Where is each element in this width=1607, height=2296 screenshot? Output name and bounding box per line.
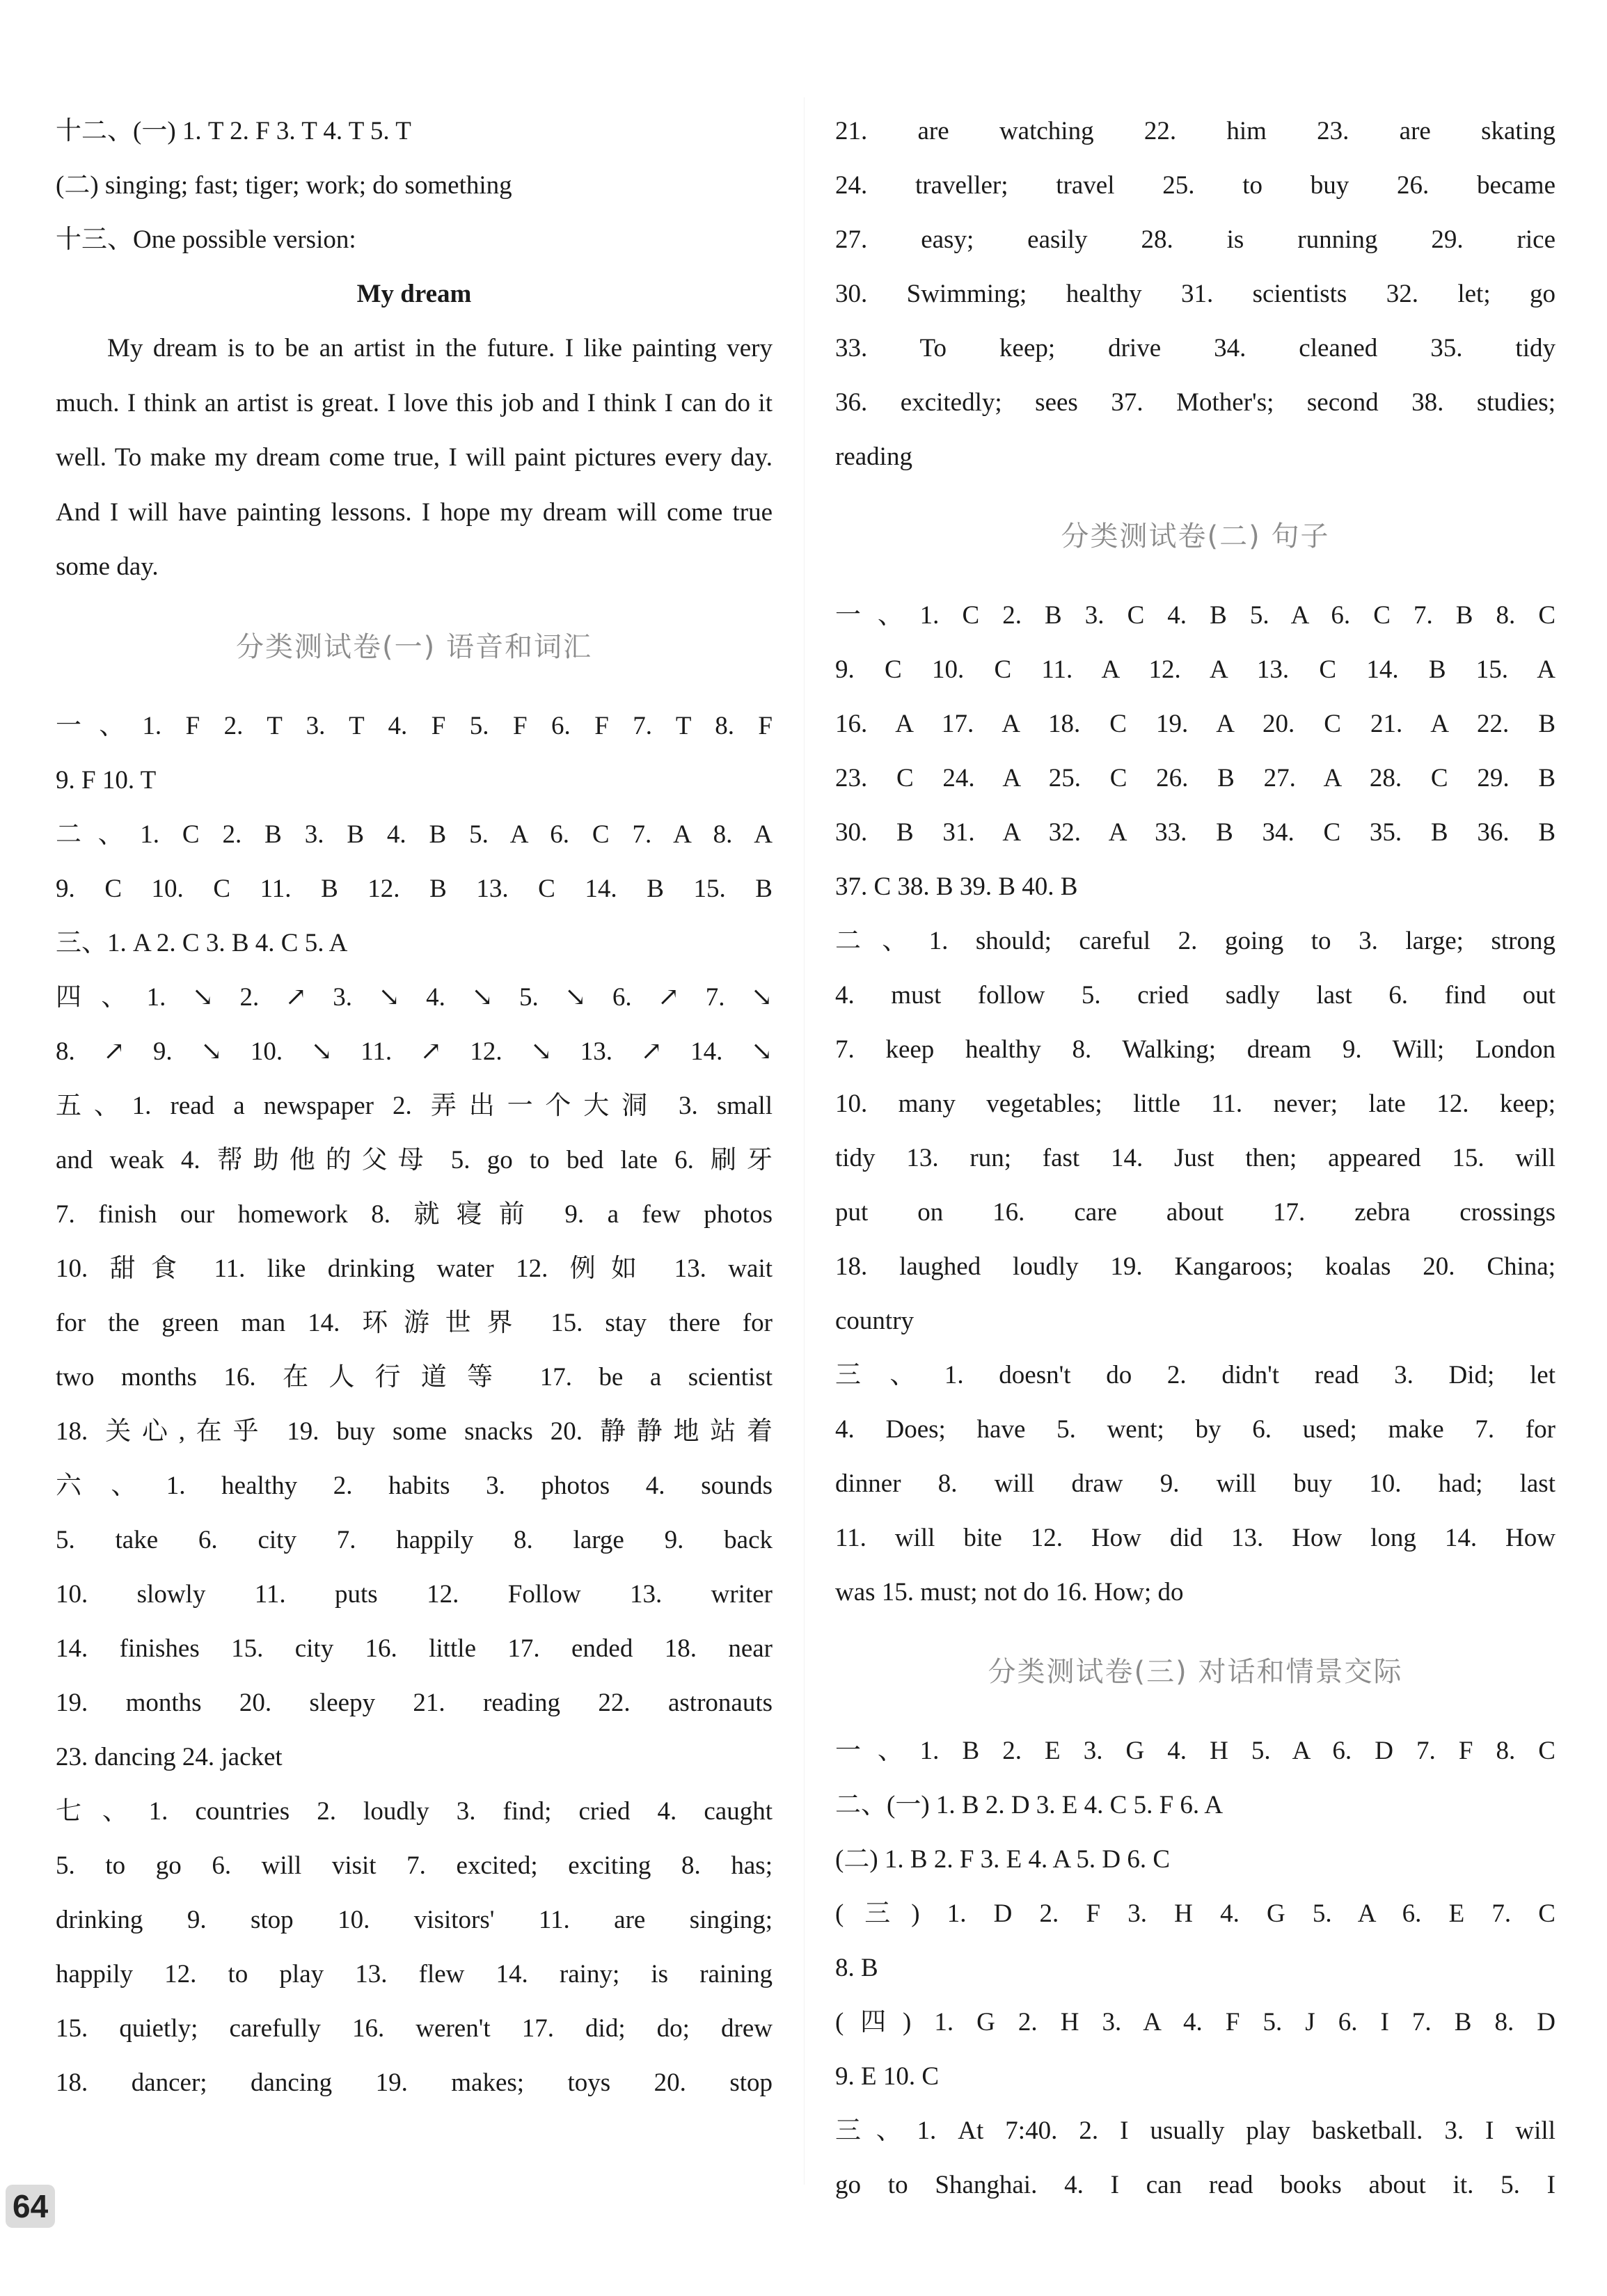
section-title: 分类测试卷(一) 语音和词汇: [236, 630, 592, 663]
answer-line: 30. Swimming; healthy 31. scientists 32. let; go: [835, 280, 1555, 308]
answer-line: 9. E 10. C: [835, 2062, 940, 2091]
answer-line: 9. C 10. C 11. B 12. B 13. C 14. B 15. B: [56, 874, 773, 903]
answer-line: (二) 1. B 2. F 3. E 4. A 5. D 6. C: [835, 1845, 1171, 1874]
essay-body: [56, 321, 773, 595]
column-divider: [804, 97, 805, 2185]
answer-line: 10. slowly 11. puts 12. Follow 13. writer: [56, 1579, 773, 1609]
answer-line: 37. C 38. B 39. B 40. B: [835, 872, 1078, 901]
answer-line: 24. traveller; travel 25. to buy 26. became: [835, 171, 1555, 200]
answer-line: 18. laughed loudly 19. Kangaroos; koalas 20. China;: [835, 1252, 1555, 1281]
answer-line: go to Shanghai. 4. I can read books about it. 5. I: [835, 2171, 1555, 2199]
answer-line: 21. are watching 22. him 23. are skating: [835, 117, 1555, 145]
answer-line: 23. C 24. A 25. C 26. B 27. A 28. C 29. B: [835, 764, 1555, 792]
answer-line: 十二、(一) 1. T 2. F 3. T 4. T 5. T: [56, 117, 411, 145]
right-column: [835, 104, 1555, 2213]
answer-line: drinking 9. stop 10. visitors' 11. are singing;: [56, 1905, 773, 1934]
answer-line: 33. To keep; drive 34. cleaned 35. tidy: [835, 334, 1555, 362]
answer-line: (二) singing; fast; tiger; work; do something: [56, 171, 512, 200]
answer-line: 七、1. countries 2. loudly 3. find; cried 4. caught: [56, 1796, 773, 1826]
answer-line: 7. keep healthy 8. Walking; dream 9. Will; London: [835, 1035, 1555, 1064]
answer-line: 三、1. doesn't do 2. didn't read 3. Did; let: [835, 1361, 1555, 1389]
answer-line: 14. finishes 15. city 16. little 17. ended 18. near: [56, 1634, 773, 1663]
answer-line: 三、1. At 7:40. 2. I usually play basketball. 3. I will: [835, 2116, 1555, 2145]
answer-line: 19. months 20. sleepy 21. reading 22. astronauts: [56, 1688, 773, 1717]
answer-line: 10. 甜食 11. like drinking water 12. 例如 13. wait: [56, 1254, 773, 1283]
answer-line: 11. will bite 12. How did 13. How long 14. How: [835, 1524, 1555, 1552]
answer-line: 15. quietly; carefully 16. weren't 17. did; do; drew: [56, 2014, 773, 2043]
answer-line: and weak 4. 帮助他的父母 5. go to bed late 6. 刷牙: [56, 1145, 773, 1174]
answer-line: 5. take 6. city 7. happily 8. large 9. back: [56, 1525, 773, 1554]
section-title: 分类测试卷(三) 对话和情景交际: [988, 1656, 1403, 1688]
answer-line: reading: [835, 443, 912, 471]
answer-line: 8. B: [835, 1954, 878, 1982]
answer-line: 4. Does; have 5. went; by 6. used; make 7. for: [835, 1415, 1555, 1444]
answer-line: 27. easy; easily 28. is running 29. rice: [835, 225, 1555, 254]
answer-line: 10. many vegetables; little 11. never; late 12. keep;: [835, 1090, 1555, 1118]
answer-line: 六、1. healthy 2. habits 3. photos 4. sounds: [56, 1471, 773, 1500]
answer-line: was 15. must; not do 16. How; do: [835, 1578, 1184, 1607]
answer-line: 二、(一) 1. B 2. D 3. E 4. C 5. F 6. A: [835, 1791, 1224, 1819]
answer-line: 18. dancer; dancing 19. makes; toys 20. stop: [56, 2068, 773, 2097]
answer-line: 7. finish our homework 8. 就寝前 9. a few photos: [56, 1199, 773, 1229]
answer-line: dinner 8. will draw 9. will buy 10. had; last: [835, 1469, 1555, 1498]
answer-line: 一、1. B 2. E 3. G 4. H 5. A 6. D 7. F 8. C: [835, 1737, 1555, 1765]
answer-line: 二、1. C 2. B 3. B 4. B 5. A 6. C 7. A 8. A: [56, 820, 773, 849]
answer-line: 4. must follow 5. cried sadly last 6. find out: [835, 981, 1555, 1010]
essay-paragraph: My dream is to be an artist in the future. I like painting very much. I think an artist is great. I love this job and I think I can do it well. To make my dream come true, I will paint pictures every day. And I will have painting lessons. I hope my dream will come true some day.: [56, 334, 773, 581]
answer-line: 三、1. A 2. C 3. B 4. C 5. A: [56, 928, 348, 957]
answer-line: two months 16. 在人行道等 17. be a scientist: [56, 1362, 773, 1392]
answer-line: 二、1. should; careful 2. going to 3. large; strong: [835, 927, 1555, 955]
answer-line: 9. F 10. T: [56, 765, 157, 795]
answer-line: 30. B 31. A 32. A 33. B 34. C 35. B 36. B: [835, 818, 1555, 847]
answer-line: 36. excitedly; sees 37. Mother's; second 38. studies;: [835, 388, 1555, 417]
answer-line: country: [835, 1307, 915, 1335]
answer-line: 8. ↗ 9. ↘ 10. ↘ 11. ↗ 12. ↘ 13. ↗ 14. ↘: [56, 1037, 773, 1066]
answer-line: put on 16. care about 17. zebra crossings: [835, 1198, 1555, 1227]
answer-line: 一、1. F 2. T 3. T 4. F 5. F 6. F 7. T 8. F: [56, 711, 773, 740]
answer-line: 5. to go 6. will visit 7. excited; exciting 8. has;: [56, 1851, 773, 1880]
answer-line: 23. dancing 24. jacket: [56, 1742, 283, 1771]
answer-line: 五、1. read a newspaper 2. 弄出一个大洞 3. small: [56, 1091, 773, 1120]
answer-line: tidy 13. run; fast 14. Just then; appeared 15. will: [835, 1144, 1555, 1172]
answer-line: 18. 关心,在乎 19. buy some snacks 20. 静静地站着: [56, 1417, 773, 1446]
answer-line: 16. A 17. A 18. C 19. A 20. C 21. A 22. B: [835, 710, 1555, 738]
answer-line: 一、1. C 2. B 3. C 4. B 5. A 6. C 7. B 8. C: [835, 601, 1555, 630]
page-number: 64: [6, 2185, 55, 2228]
answer-line: for the green man 14. 环游世界 15. stay there for: [56, 1308, 773, 1337]
section-title: 分类测试卷(二) 句子: [1061, 520, 1330, 552]
essay-title: My dream: [356, 280, 472, 308]
answer-line: 四、1. ↘ 2. ↗ 3. ↘ 4. ↘ 5. ↘ 6. ↗ 7. ↘: [56, 982, 773, 1012]
left-column: [56, 104, 773, 2110]
answer-line: happily 12. to play 13. flew 14. rainy; is raining: [56, 1959, 773, 1988]
answer-line: (四) 1. G 2. H 3. A 4. F 5. J 6. I 7. B 8. D: [835, 2008, 1555, 2036]
answer-line: 9. C 10. C 11. A 12. A 13. C 14. B 15. A: [835, 655, 1555, 684]
answer-line: (三) 1. D 2. F 3. H 4. G 5. A 6. E 7. C: [835, 1899, 1555, 1928]
answer-line: 十三、One possible version:: [56, 225, 356, 254]
